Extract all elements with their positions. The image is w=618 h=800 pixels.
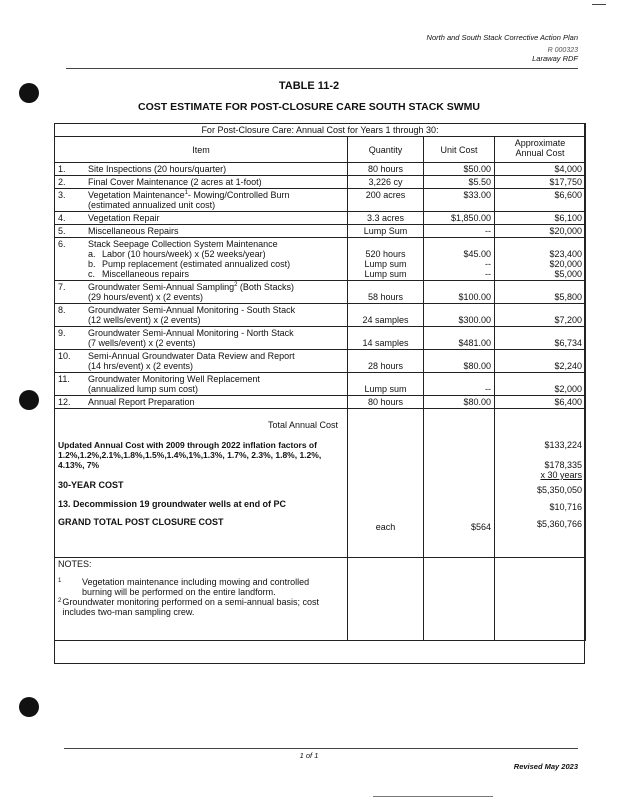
updated-annual-label: Updated Annual Cost with 2009 through 2022 inflation factors of 1.2%,1.2%,2.1%,1.8%,1.5%,1.4%,1%,1.3%, 1.7%, 2.3%, 1.8%, 1.2%, 4.13%, 7% [58, 440, 322, 470]
table-row: 10. Semi-Annual Groundwater Data Review and Report (14 hrs/event) x (2 events) 28 hours $80.00 $2,240 [55, 350, 586, 373]
totals-block [55, 409, 586, 558]
table-row: 1. Site Inspections (20 hours/quarter) 80 hours $50.00 $4,000 [55, 163, 586, 176]
col-unit-cost: Unit Cost [424, 137, 495, 163]
page-number: 1 of 1 [299, 751, 319, 760]
cost-table [54, 123, 586, 641]
grand-total-label: GRAND TOTAL POST CLOSURE COST [58, 517, 224, 527]
table-row: 6. Stack Seepage Collection System Maintenance a. Labor (10 hours/week) x (52 weeks/year) b. Pump replacement (estimated annualized cost) c. Miscellaneous repairs 520 hours Lump sum Lump sum $45.00 -- -- $23,400 $20,000 $5,000 [55, 238, 586, 281]
thirty-year-label: 30-YEAR COST [58, 480, 124, 490]
revised-date: Revised May 2023 [513, 762, 578, 771]
decommission-unit: $564 [470, 522, 491, 532]
footer-rule [64, 748, 578, 749]
table-row: 3. Vegetation Maintenance$^1$- Mowing/Controlled Burn (estimated annualized unit cost) 200 acres $33.00 $6,600 [55, 189, 586, 212]
note-2: Groundwater monitoring performed on a semi-annual basis; cost includes two-man sampling crew. [62, 597, 319, 617]
decommission-value: $10,716 [549, 502, 583, 512]
table-row: 12. Annual Report Preparation 80 hours $80.00 $6,400 [55, 396, 586, 409]
decommission-qty: each [375, 522, 396, 532]
binder-hole-middle [19, 390, 39, 410]
note-1: Vegetation maintenance including mowing and controlled burning will be performed on the entire landform. [82, 577, 310, 597]
plan-title: North and South Stack Corrective Action Plan [426, 33, 578, 42]
table-row: 2. Final Cover Maintenance (2 acres at 1-foot) 3,226 cy $5.50 $17,750 [55, 176, 586, 189]
corner-mark [592, 4, 606, 5]
notes-block: NOTES: 1 Vegetation maintenance including mowing and controlled burning will be performed on the entire landform. 2 Groundwater monitoring performed on a semi-annual basis; cost includes two-man sampling crew. [55, 558, 586, 641]
table-row: 5. Miscellaneous Repairs Lump Sum -- $20,000 [55, 225, 586, 238]
notes-heading: NOTES: [58, 559, 92, 569]
binder-hole-bottom [19, 697, 39, 717]
table-row: 4. Vegetation Repair 3.3 acres $1,850.00 $6,100 [55, 212, 586, 225]
years-multiplier: x 30 years [540, 470, 583, 480]
table-row: 7. Groundwater Semi-Annual Sampling$^2$ (Both Stacks) (29 hours/event) x (2 events) 58 hours $100.00 $5,800 [55, 281, 586, 304]
banner: For Post-Closure Care: Annual Cost for Years 1 through 30: [55, 124, 586, 137]
bottom-mark [373, 796, 493, 797]
col-quantity: Quantity [348, 137, 424, 163]
header-rule [66, 68, 578, 69]
updated-annual-value: $178,335 [544, 460, 583, 470]
total-annual-label: Total Annual Cost [267, 420, 338, 430]
grand-total-value: $5,360,766 [536, 519, 583, 529]
table-label: TABLE 11-2 [278, 80, 340, 92]
table-title: COST ESTIMATE FOR POST-CLOSURE CARE SOUTH STACK SWMU [137, 101, 481, 113]
table-row: 8. Groundwater Semi-Annual Monitoring - South Stack (12 wells/event) x (2 events) 24 samples $300.00 $7,200 [55, 304, 586, 327]
thirty-year-value: $5,350,050 [536, 485, 583, 495]
decommission-label: 13. Decommission 19 groundwater wells at end of PC [58, 499, 287, 509]
total-annual-value: $133,224 [544, 440, 583, 450]
table-row: 9. Groundwater Semi-Annual Monitoring - North Stack (7 wells/event) x (2 events) 14 samples $481.00 $6,734 [55, 327, 586, 350]
col-approx-cost: Approximate Annual Cost [495, 137, 586, 163]
doc-id: R 000323 [547, 47, 578, 54]
site-name: Laraway RDF [532, 54, 578, 63]
table-row: 11. Groundwater Monitoring Well Replacement (annualized lump sum cost) Lump sum -- $2,000 [55, 373, 586, 396]
col-item: Item [55, 137, 348, 163]
